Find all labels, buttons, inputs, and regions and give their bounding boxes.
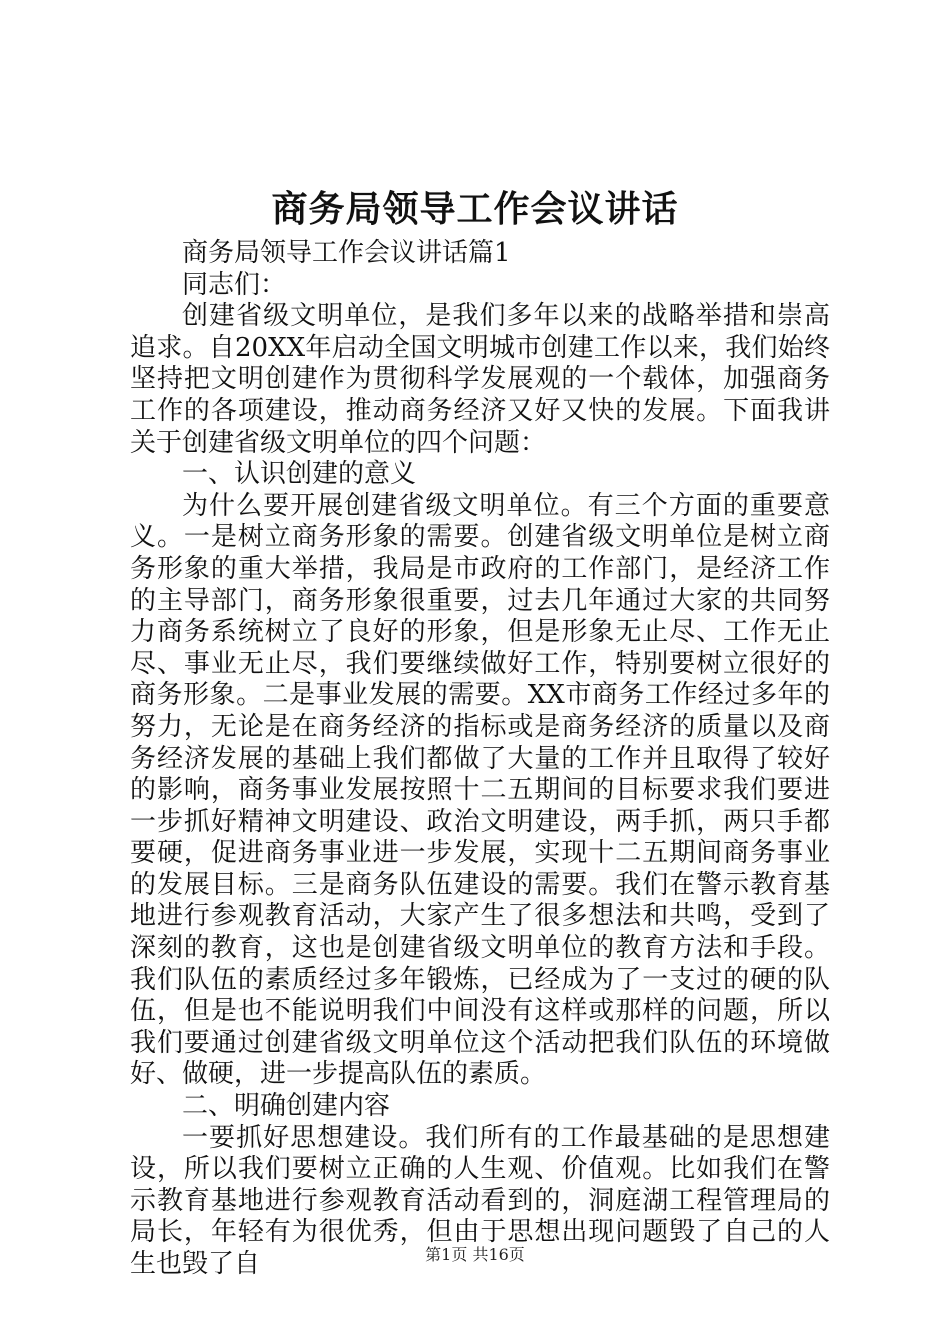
body-paragraph: 一要抓好思想建设。我们所有的工作最基础的是思想建设，所以我们要树立正确的人生观、价值观。比如我们在警示教育基地进行参观教育活动看到的，洞庭湖工程管理局的局长，年轻有为很优秀，但由于思想出现问题毁了自己的人生也毁了自 bbox=[130, 1122, 830, 1279]
section-heading: 一、认识创建的意义 bbox=[182, 459, 417, 490]
body-paragraph: 为什么要开展创建省级文明单位。有三个方面的重要意义。一是树立商务形象的需要。创建省级文明单位是树立商务形象的重大举措，我局是市政府的工作部门，是经济工作的主导部门，商务形象很重要，过去几年通过大家的共同努力商务系统树立了良好的形象，但是形象无止尽、工作无止尽、事业无止尽，我们要继续做好工作，特别要树立很好的商务形象。二是事业发展的需要。XX市商务工作经过多年的努力，无论是在商务经济的指标或是商务经济的质量以及商务经济发展的基础上我们都做了大量的工作并且取得了较好的影响，商务事业发展按照十二五期间的目标要求我们要进一步抓好精神文明建设、政治文明建设，两手抓，两只手都要硬，促进商务事业进一步发展，实现十二五期间商务事业的发展目标。三是商务队伍建设的需要。我们在警示教育基地进行参观教育活动，大家产生了很多想法和共鸣，受到了深刻的教育，这也是创建省级文明单位的教育方法和手段。我们队伍的素质经过多年锻炼，已经成为了一支过的硬的队伍，但是也不能说明我们中间没有这样或那样的问题，所以我们要通过创建省级文明单位这个活动把我们队伍的环境做好、做硬，进一步提高队伍的素质。 bbox=[130, 490, 830, 1090]
document-body bbox=[130, 238, 830, 1281]
page-number-footer: 第1页 共16页 bbox=[425, 1245, 525, 1264]
section-heading: 商务局领导工作会议讲话篇1 bbox=[182, 238, 511, 268]
salutation: 同志们： bbox=[182, 269, 287, 300]
document-title: 商务局领导工作会议讲话 bbox=[271, 188, 679, 230]
body-paragraph: 创建省级文明单位，是我们多年以来的战略举措和崇高追求。自20XX年启动全国文明城市创建工作以来，我们始终坚持把文明创建作为贯彻科学发展观的一个载体，加强商务工作的各项建设，推动商务经济又好又快的发展。下面我讲关于创建省级文明单位的四个问题： bbox=[130, 301, 830, 458]
section-heading: 二、明确创建内容 bbox=[182, 1091, 391, 1122]
